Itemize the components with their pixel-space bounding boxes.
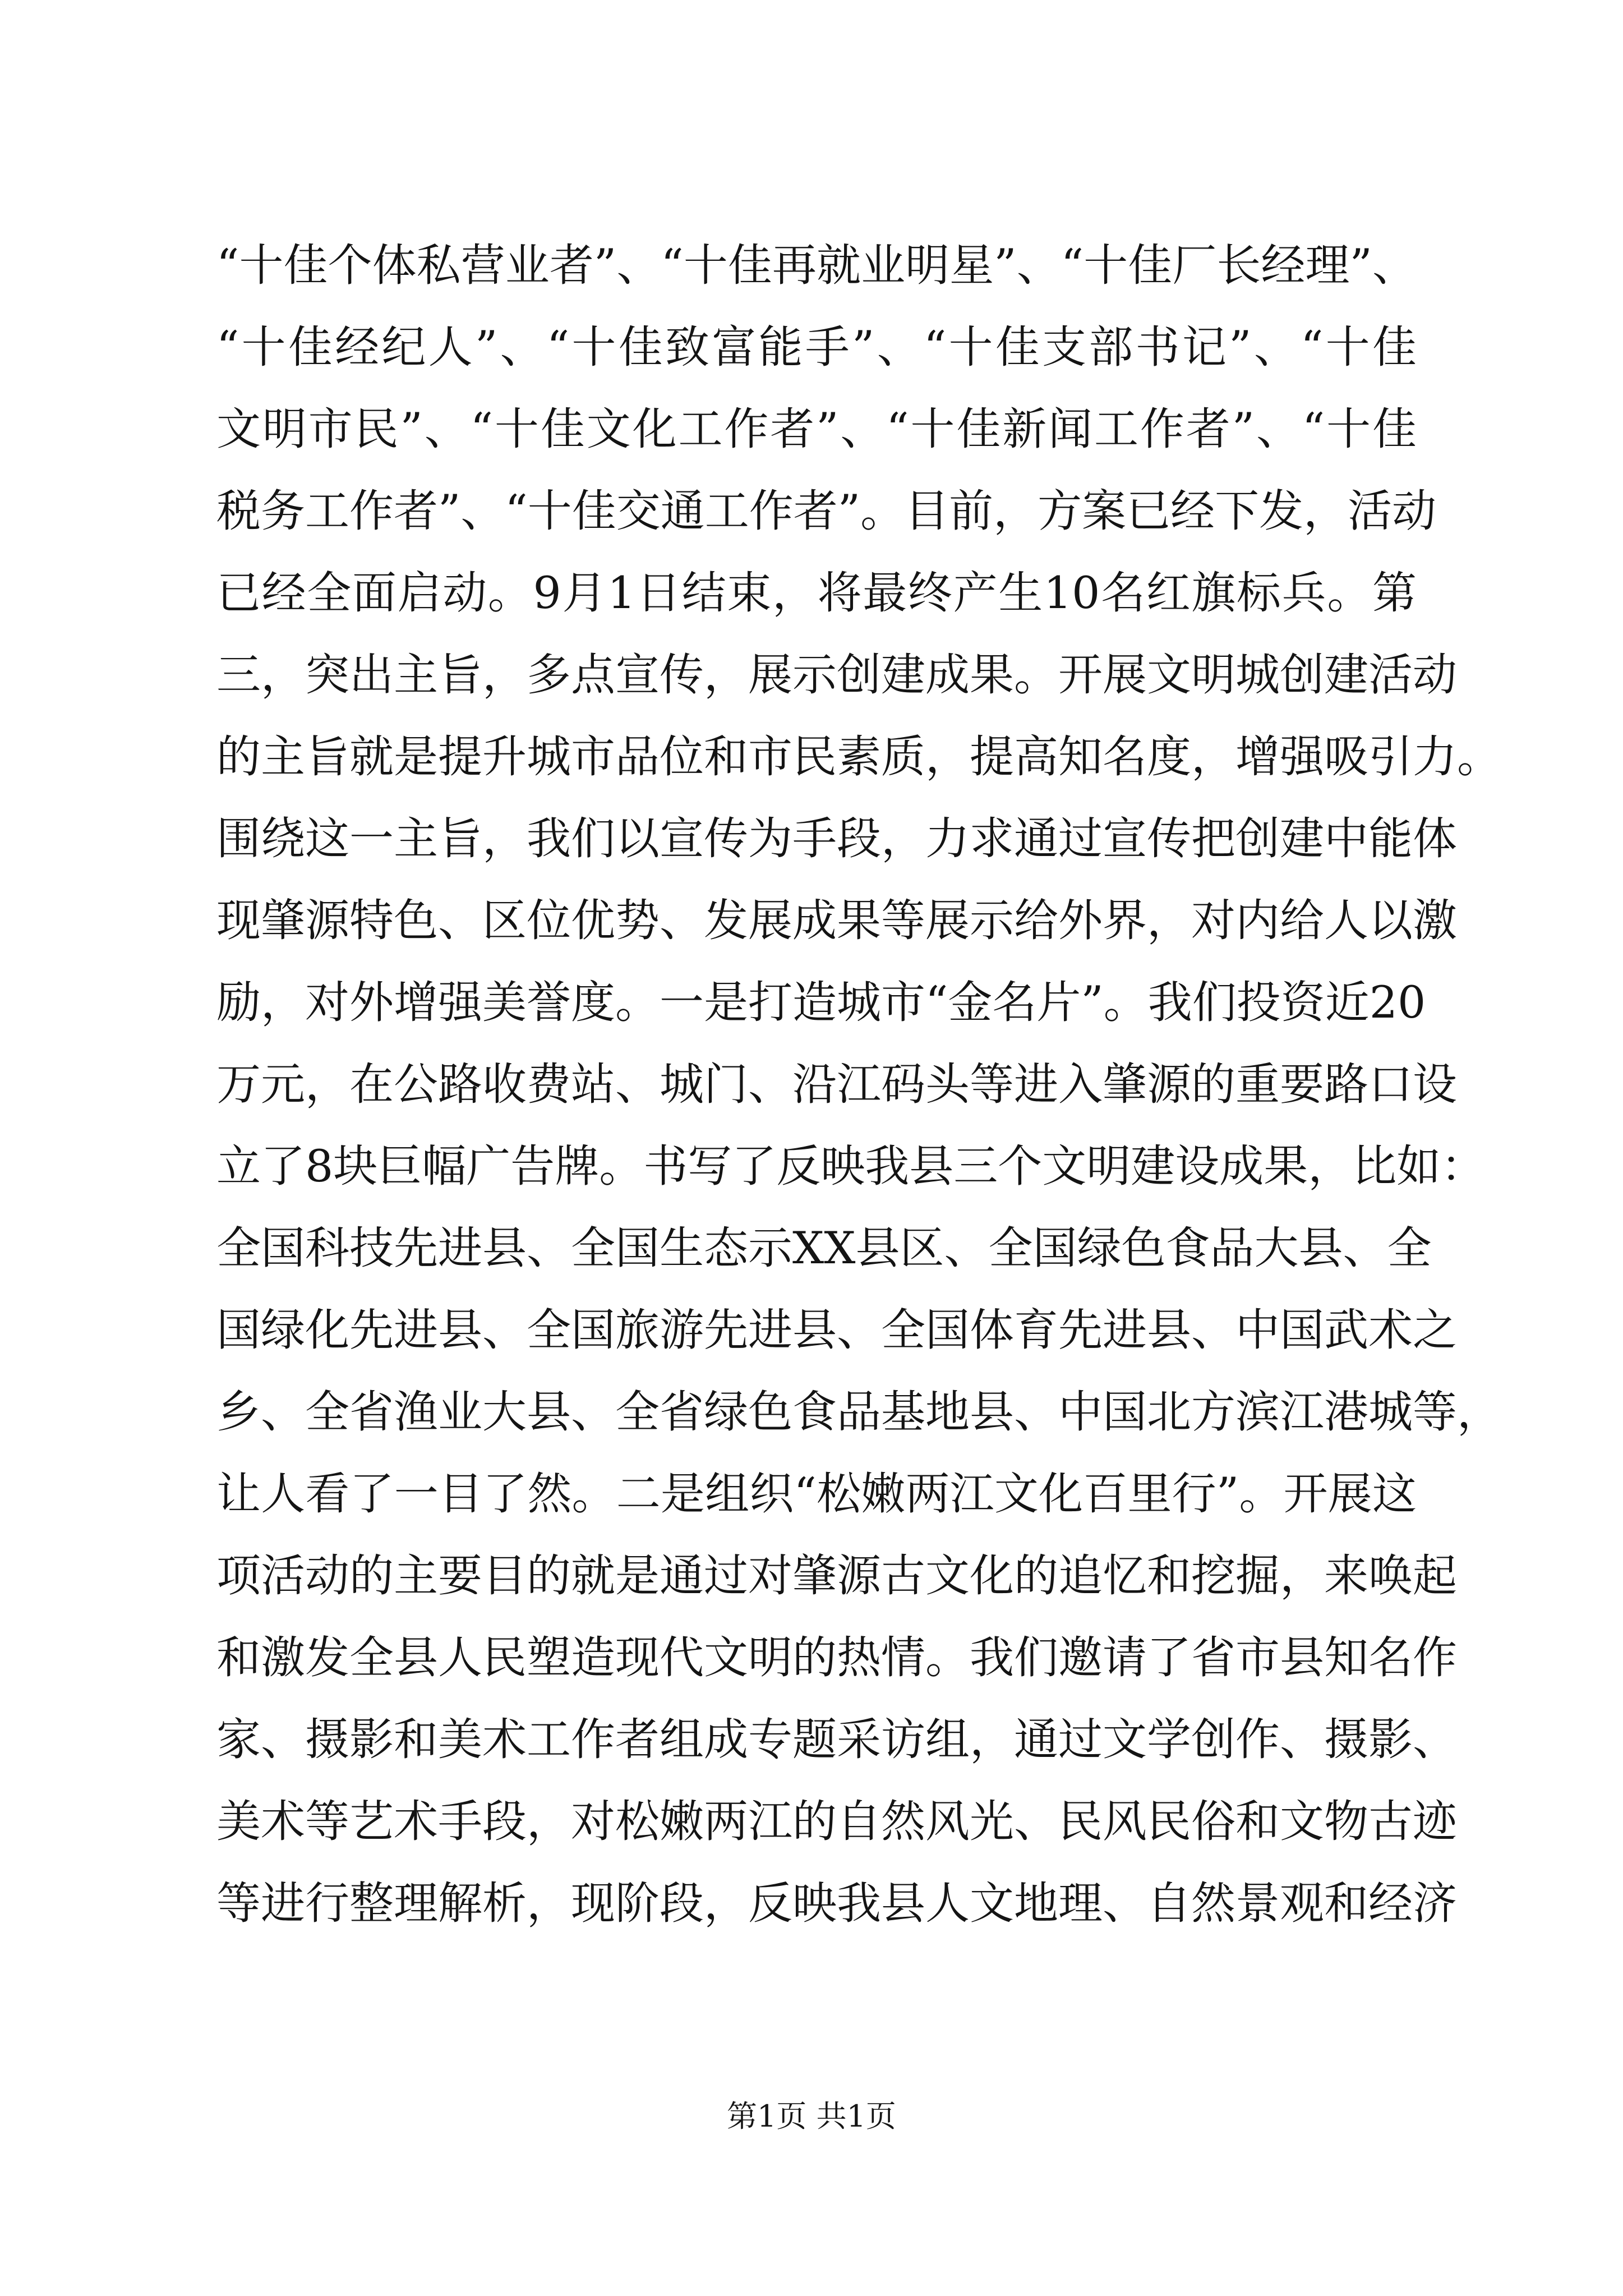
paragraph-line: 税务工作者”、“十佳交通工作者”。目前，方案已经下发，活动 [216,485,1437,537]
paragraph-line: 励，对外增强美誉度。一是打造城市“金名片”。我们投资近20 [216,977,1426,1028]
paragraph-line: 围绕这一主旨，我们以宣传为手段，力求通过宣传把创建中能体 [216,813,1457,864]
paragraph-line: 万元，在公路收费站、城门、沿江码头等进入肇源的重要路口设 [216,1059,1457,1110]
paragraph-line: 文明市民”、“十佳文化工作者”、“十佳新闻工作者”、“十佳 [216,403,1417,455]
paragraph-line: 乡、全省渔业大县、全省绿色食品基地县、中国北方滨江港城等， [216,1386,1501,1438]
page-number-footer: 第1页 共1页 [727,2099,896,2134]
paragraph-line: 和激发全县人民塑造现代文明的热情。我们邀请了省市县知名作 [216,1632,1457,1683]
paragraph-line: “十佳个体私营业者”、“十佳再就业明星”、“十佳厂长经理”、 [216,240,1417,291]
paragraph-line: 三，突出主旨，多点宣传，展示创建成果。开展文明城创建活动 [216,649,1457,701]
paragraph-line: 家、摄影和美术工作者组成专题采访组，通过文学创作、摄影、 [216,1714,1457,1765]
paragraph-line: 全国科技先进县、全国生态示XX县区、全国绿色食品大县、全 [216,1222,1432,1274]
paragraph-line: 现肇源特色、区位优势、发展成果等展示给外界，对内给人以激 [216,895,1457,946]
paragraph-line: 项活动的主要目的就是通过对肇源古文化的追忆和挖掘，来唤起 [216,1550,1457,1602]
paragraph-line: “十佳经纪人”、“十佳致富能手”、“十佳支部书记”、“十佳 [216,321,1417,373]
paragraph-line: 的主旨就是提升城市品位和市民素质，提高知名度，增强吸引力。 [216,731,1501,783]
paragraph-line: 国绿化先进县、全国旅游先进县、全国体育先进县、中国武术之 [216,1304,1457,1356]
paragraph-line: 已经全面启动。9月1日结束，将最终产生10名红旗标兵。第 [216,567,1417,619]
paragraph-line: 美术等艺术手段，对松嫩两江的自然风光、民风民俗和文物古迹 [216,1796,1457,1847]
paragraph-line: 等进行整理解析，现阶段，反映我县人文地理、自然景观和经济 [216,1878,1457,1929]
paragraph-line: 让人看了一目了然。二是组织“松嫩两江文化百里行”。开展这 [216,1468,1417,1520]
paragraph-line: 立了8块巨幅广告牌。书写了反映我县三个文明建设成果，比如： [216,1140,1486,1192]
body-paragraph [216,224,1501,1944]
